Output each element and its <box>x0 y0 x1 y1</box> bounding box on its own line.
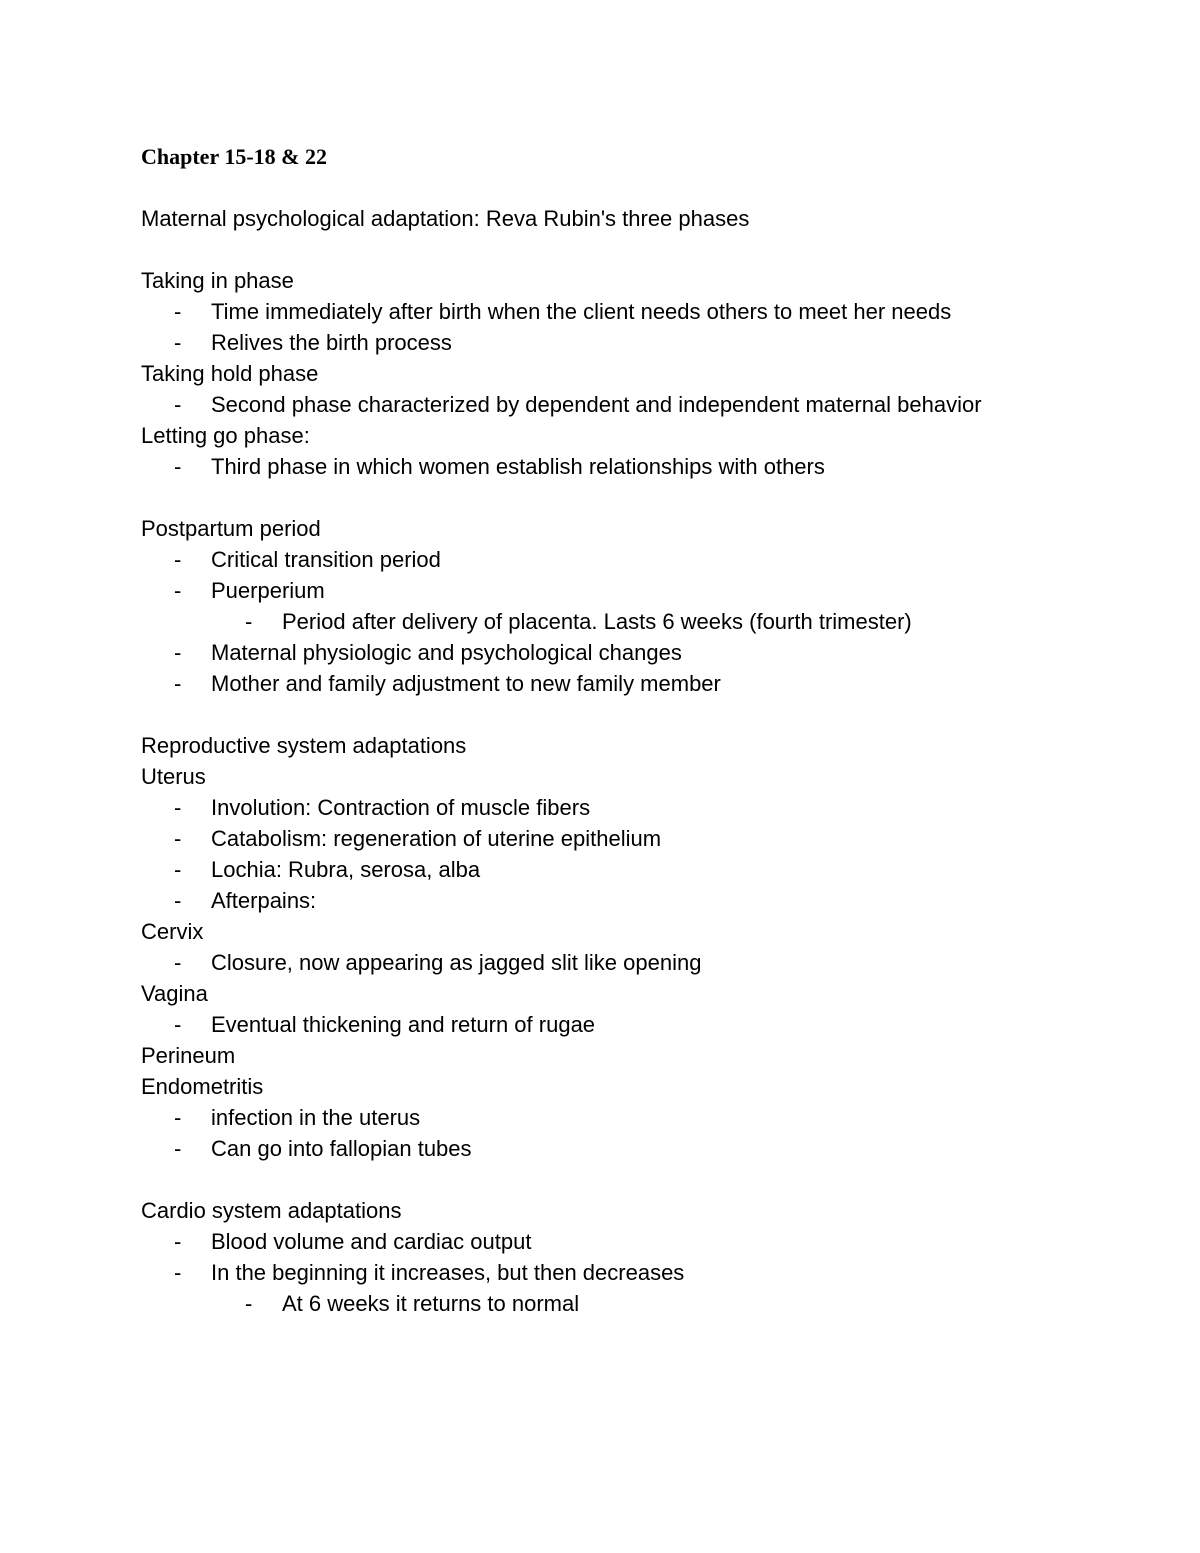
list-item <box>141 1009 1101 1040</box>
list-item-text: Eventual thickening and return of rugae <box>211 1012 596 1037</box>
list-item-text: Time immediately after birth when the client needs others to meet her needs <box>211 299 952 324</box>
blank-line <box>141 482 1101 513</box>
section-heading: Letting go phase: <box>141 423 310 448</box>
bullet-dash: - <box>174 888 182 913</box>
bullet-dash: - <box>174 1229 182 1254</box>
bullet-dash: - <box>245 1291 253 1316</box>
bullet-dash: - <box>174 578 182 603</box>
section-heading: Cardio system adaptations <box>141 1198 402 1223</box>
list-item-text: Critical transition period <box>211 547 441 572</box>
list-item-text: At 6 weeks it returns to normal <box>282 1291 580 1316</box>
list-item <box>141 854 1101 885</box>
list-item-text: Puerperium <box>211 578 325 603</box>
list-item <box>141 1133 1101 1164</box>
bullet-dash: - <box>174 547 182 572</box>
list-item-text: Afterpains: <box>211 888 317 913</box>
blank-line <box>141 699 1101 730</box>
section-heading: Maternal psychological adaptation: Reva Rubin's three phases <box>141 206 750 231</box>
list-item-text: Closure, now appearing as jagged slit like opening <box>211 950 702 975</box>
list-item-text: In the beginning it increases, but then decreases <box>211 1260 685 1285</box>
list-item <box>141 885 1101 916</box>
section-heading: Endometritis <box>141 1074 264 1099</box>
section-heading: Cervix <box>141 919 204 944</box>
list-item <box>141 1226 1101 1257</box>
section-heading: Taking hold phase <box>141 361 319 386</box>
bullet-dash: - <box>245 609 253 634</box>
list-item <box>141 1257 1101 1288</box>
list-item <box>141 668 1101 699</box>
bullet-dash: - <box>174 299 182 324</box>
list-item <box>141 1102 1101 1133</box>
bullet-dash: - <box>174 1260 182 1285</box>
list-item-text: Mother and family adjustment to new family member <box>211 671 721 696</box>
bullet-dash: - <box>174 454 182 479</box>
list-item-text: Period after delivery of placenta. Lasts 6 weeks (fourth trimester) <box>282 609 912 634</box>
bullet-dash: - <box>174 795 182 820</box>
list-item-text: Can go into fallopian tubes <box>211 1136 472 1161</box>
list-item <box>141 296 1101 327</box>
list-item-text: Maternal physiologic and psychological changes <box>211 640 682 665</box>
bullet-dash: - <box>174 1012 182 1037</box>
bullet-dash: - <box>174 671 182 696</box>
list-item <box>141 823 1101 854</box>
section-heading: Perineum <box>141 1043 236 1068</box>
list-item-text: Catabolism: regeneration of uterine epithelium <box>211 826 662 851</box>
blank-line <box>141 172 1101 203</box>
list-item-text: Lochia: Rubra, serosa, alba <box>211 857 481 882</box>
bullet-dash: - <box>174 826 182 851</box>
bullet-dash: - <box>174 330 182 355</box>
list-item <box>141 544 1101 575</box>
section-heading: Reproductive system adaptations <box>141 733 467 758</box>
bullet-dash: - <box>174 392 182 417</box>
bullet-dash: - <box>174 857 182 882</box>
list-item-text: infection in the uterus <box>211 1105 421 1130</box>
list-item-text: Relives the birth process <box>211 330 452 355</box>
list-item <box>141 1288 1101 1319</box>
list-item <box>141 327 1101 358</box>
page-title: Chapter 15-18 & 22 <box>141 144 327 169</box>
list-item-text: Second phase characterized by dependent and independent maternal behavior <box>211 392 982 417</box>
list-item <box>141 451 1101 482</box>
list-item <box>141 792 1101 823</box>
list-item <box>141 637 1101 668</box>
bullet-dash: - <box>174 950 182 975</box>
blank-line <box>141 234 1101 265</box>
document-body <box>141 141 1101 1319</box>
bullet-dash: - <box>174 640 182 665</box>
blank-line <box>141 1164 1101 1195</box>
bullet-dash: - <box>174 1105 182 1130</box>
section-heading: Uterus <box>141 764 206 789</box>
list-item-text: Third phase in which women establish relationships with others <box>211 454 825 479</box>
list-item-text: Involution: Contraction of muscle fibers <box>211 795 591 820</box>
bullet-dash: - <box>174 1136 182 1161</box>
list-item <box>141 575 1101 606</box>
section-heading: Vagina <box>141 981 208 1006</box>
section-heading: Taking in phase <box>141 268 294 293</box>
list-item <box>141 947 1101 978</box>
list-item-text: Blood volume and cardiac output <box>211 1229 532 1254</box>
list-item <box>141 606 1101 637</box>
list-item <box>141 389 1101 420</box>
section-heading: Postpartum period <box>141 516 321 541</box>
